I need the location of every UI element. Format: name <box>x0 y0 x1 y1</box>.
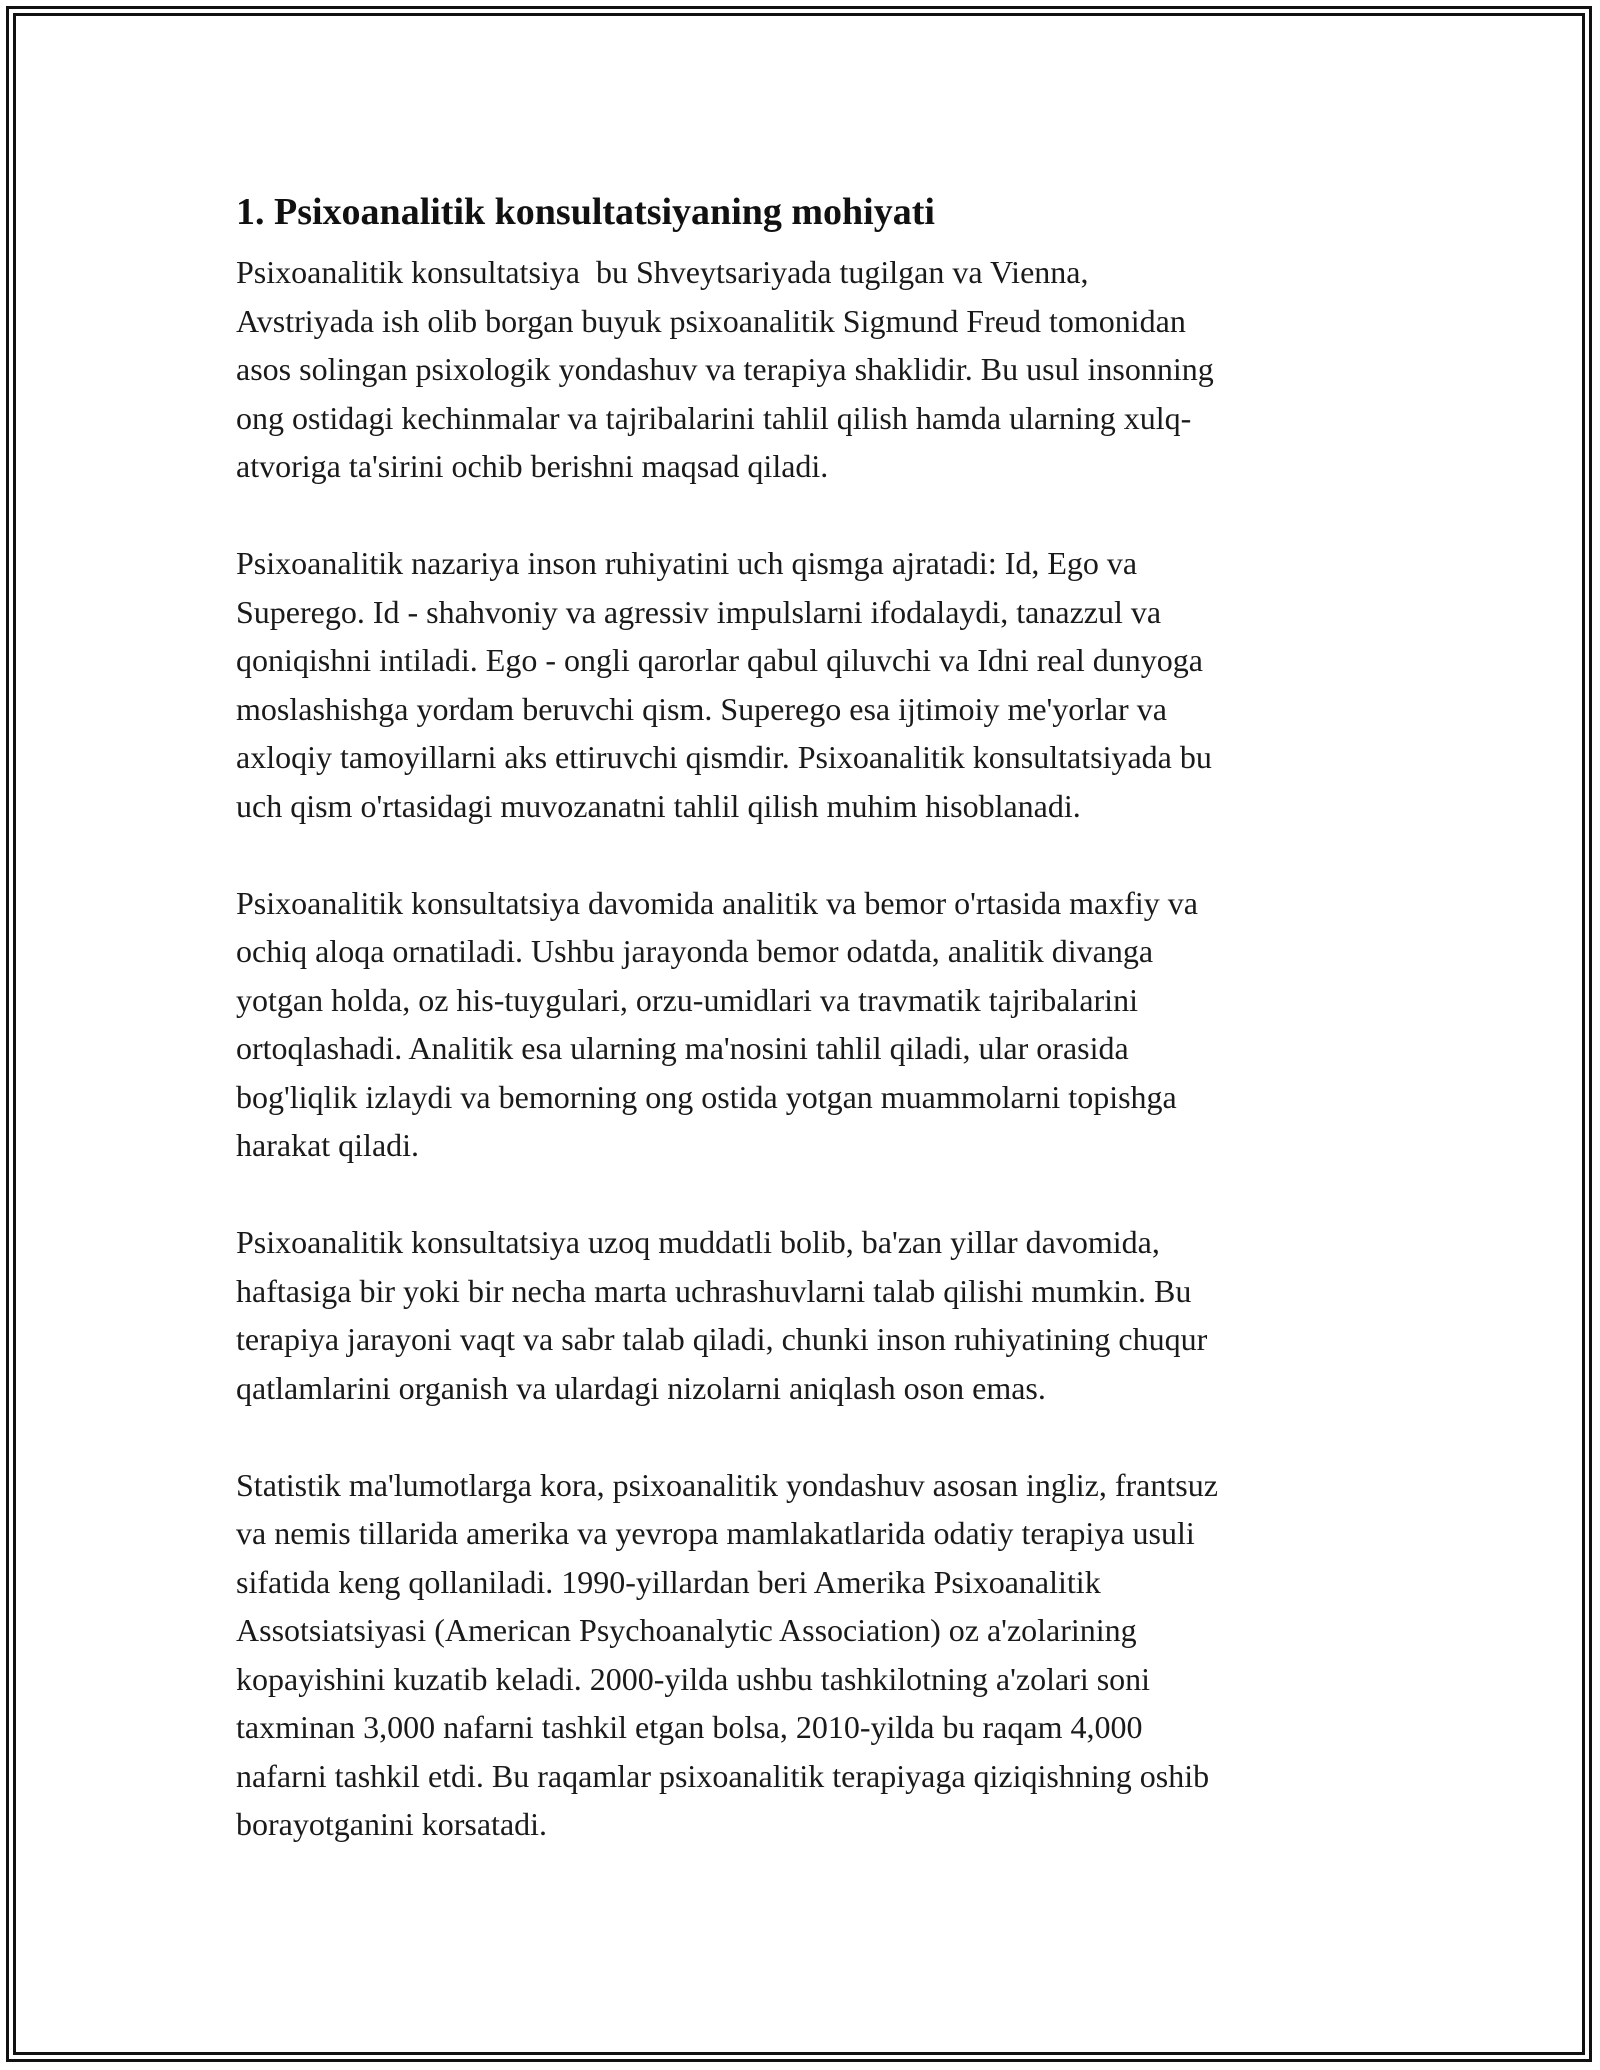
text-line: haftasiga bir yoki bir necha marta uchrashuvlarni talab qilishi mumkin. Bu <box>236 1272 1192 1309</box>
text-line: terapiya jarayoni vaqt va sabr talab qiladi, chunki inson ruhiyatining chuqur <box>236 1321 1208 1357</box>
text-line: Assotsiatsiyasi (American Psychoanalytic Association) oz a'zolarining <box>236 1612 1137 1648</box>
text-line: Psixoanalitik konsultatsiya bu Shveytsariyada tugilgan va Vienna, <box>236 254 1089 290</box>
section-heading: 1. Psixoanalitik konsultatsiyaning mohiyati <box>236 191 935 233</box>
text-line: qoniqishni intiladi. Ego - ongli qarorlar qabul qiluvchi va Idni real dunyoga <box>236 642 1203 678</box>
text-line: ortoqlashadi. Analitik esa ularning ma'nosini tahlil qiladi, ular orasida <box>236 1030 1129 1066</box>
text-line: ong ostidagi kechinmalar va tajribalarini tahlil qilish hamda ularning xulq- <box>236 399 1192 436</box>
text-line: Psixoanalitik konsultatsiya davomida analitik va bemor o'rtasida maxfiy va <box>236 884 1198 921</box>
text-line: Psixoanalitik konsultatsiya uzoq muddatli bolib, ba'zan yillar davomida, <box>236 1224 1160 1260</box>
paragraph-duration <box>236 1218 1386 1412</box>
text-line: nafarni tashkil etdi. Bu raqamlar psixoanalitik terapiyaga qiziqishning oshib <box>236 1757 1210 1794</box>
text-line: Superego. Id - shahvoniy va agressiv impulslarni ifodalaydi, tanazzul va <box>236 593 1162 630</box>
text-line: uch qism o'rtasidagi muvozanatni tahlil qilish muhim hisoblanadi. <box>236 787 1081 824</box>
document-body <box>236 186 1386 1897</box>
paragraph-process <box>236 879 1386 1170</box>
text-line: sifatida keng qollaniladi. 1990-yillardan beri Amerika Psixoanalitik <box>236 1563 1101 1600</box>
text-line: atvoriga ta'sirini ochib berishni maqsad qiladi. <box>236 448 829 484</box>
text-line: kopayishini kuzatib keladi. 2000-yilda ushbu tashkilotning a'zolari soni <box>236 1660 1151 1697</box>
text-line: Psixoanalitik nazariya inson ruhiyatini uch qismga ajratadi: Id, Ego va <box>236 545 1138 581</box>
text-line: asos solingan psixologik yondashuv va terapiya shaklidir. Bu usul insonning <box>236 351 1214 387</box>
paragraph-statistics <box>236 1461 1386 1849</box>
text-line: yotgan holda, oz his-tuygulari, orzu-umidlari va travmatik tajribalarini <box>236 981 1138 1018</box>
text-line: moslashishga yordam beruvchi qism. Superego esa ijtimoiy me'yorlar va <box>236 690 1167 727</box>
text-line: Statistik ma'lumotlarga kora, psixoanalitik yondashuv asosan ingliz, frantsuz <box>236 1466 1218 1503</box>
paragraph-intro <box>236 248 1386 491</box>
text-line: ochiq aloqa ornatiladi. Ushbu jarayonda bemor odatda, analitik divanga <box>236 933 1154 969</box>
paragraph-theory <box>236 539 1386 830</box>
text-line: bog'liqlik izlaydi va bemorning ong ostida yotgan muammolarni topishga <box>236 1078 1177 1115</box>
text-line: Avstriyada ish olib borgan buyuk psixoanalitik Sigmund Freud tomonidan <box>236 302 1186 339</box>
text-line: va nemis tillarida amerika va yevropa mamlakatlarida odatiy terapiya usuli <box>236 1515 1195 1551</box>
text-line: axloqiy tamoyillarni aks ettiruvchi qismdir. Psixoanalitik konsultatsiyada bu <box>236 739 1212 775</box>
text-line: borayotganini korsatadi. <box>236 1806 548 1842</box>
text-line: harakat qiladi. <box>236 1127 420 1163</box>
text-line: taxminan 3,000 nafarni tashkil etgan bolsa, 2010-yilda bu raqam 4,000 <box>236 1709 1143 1745</box>
text-line: qatlamlarini organish va ulardagi nizolarni aniqlash oson emas. <box>236 1369 1046 1406</box>
